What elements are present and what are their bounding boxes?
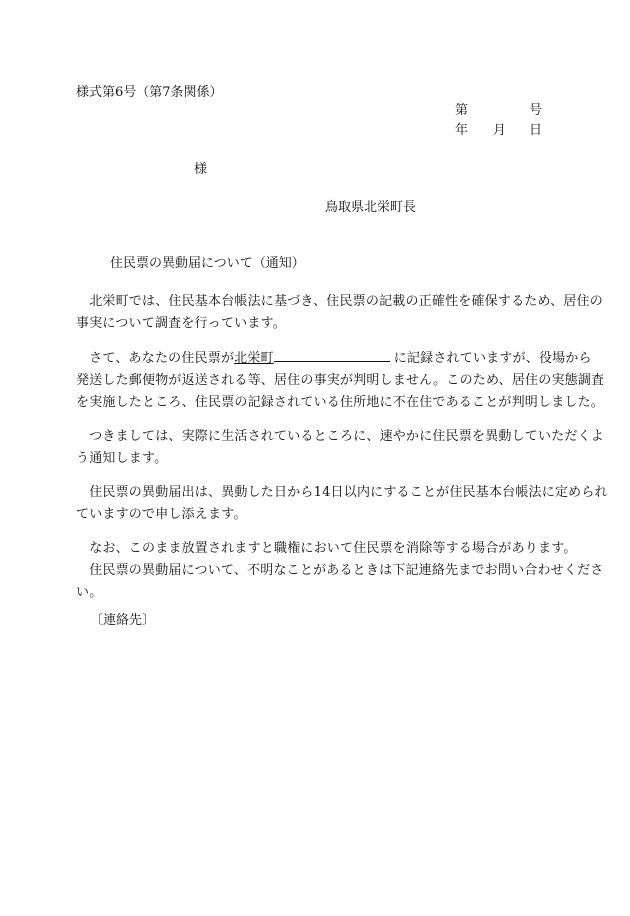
paragraph-line: つきましては、実際に生活されているところに、速やかに住民票を異動していただくよ: [76, 429, 605, 444]
paragraph-line: ていますので申し添えます。: [76, 507, 247, 522]
paragraph-line: い。: [76, 585, 103, 600]
paragraph-4: [76, 482, 608, 526]
paragraph-5: [76, 538, 604, 604]
subject-title: 住民票の異動届について（通知）: [110, 256, 305, 271]
form-number: 様式第6号（第7条関係）: [76, 85, 223, 100]
paragraph-line: を実施したところ、住民票の記録されている住所地に不在住であることが判明しました。: [76, 395, 605, 410]
document-date: [455, 123, 543, 138]
sender: 鳥取県北栄町長: [325, 200, 417, 215]
paragraph-line: う通知します。: [76, 451, 168, 466]
registered-town: 北栄町: [234, 351, 274, 366]
paragraph-line: 住民票の異動届出は、異動した日から14日以内にすることが住民基本台帳法に定められ: [76, 485, 608, 500]
doc-no-prefix: 第: [455, 103, 469, 118]
paragraph-3: [76, 426, 605, 470]
paragraph-line: なお、このまま放置されますと職権において住民票を消除等する場合があります。: [76, 541, 577, 556]
date-year: 年: [455, 123, 469, 138]
paragraph-line: 北栄町では、住民基本台帳法に基づき、住民票の記載の正確性を確保するため、居住の: [76, 294, 603, 309]
doc-no-suffix: 号: [529, 103, 543, 118]
date-day: 日: [529, 123, 543, 138]
text-segment: さて、あなたの住民票が: [76, 351, 235, 366]
addressee: 様: [194, 162, 208, 177]
paragraph-2: [76, 348, 605, 414]
contact-label: 〔連絡先〕: [90, 613, 156, 628]
address-blank-line: [274, 349, 390, 362]
paragraph-line: 事実について調査を行っています。: [76, 316, 286, 331]
paragraph-line: 住民票の異動届について、不明なことがあるときは下記連絡先までお問い合わせくださ: [76, 563, 604, 578]
document-number: [455, 103, 543, 118]
paragraph-1: [76, 291, 603, 335]
date-month: 月: [493, 123, 507, 138]
paragraph-line: 発送した郵便物が返送される等、居住の事実が判明しません。このため、居住の実態調査: [76, 373, 605, 388]
text-segment: に記録されていますが、役場から: [393, 351, 592, 366]
paragraph-line: [76, 348, 592, 370]
